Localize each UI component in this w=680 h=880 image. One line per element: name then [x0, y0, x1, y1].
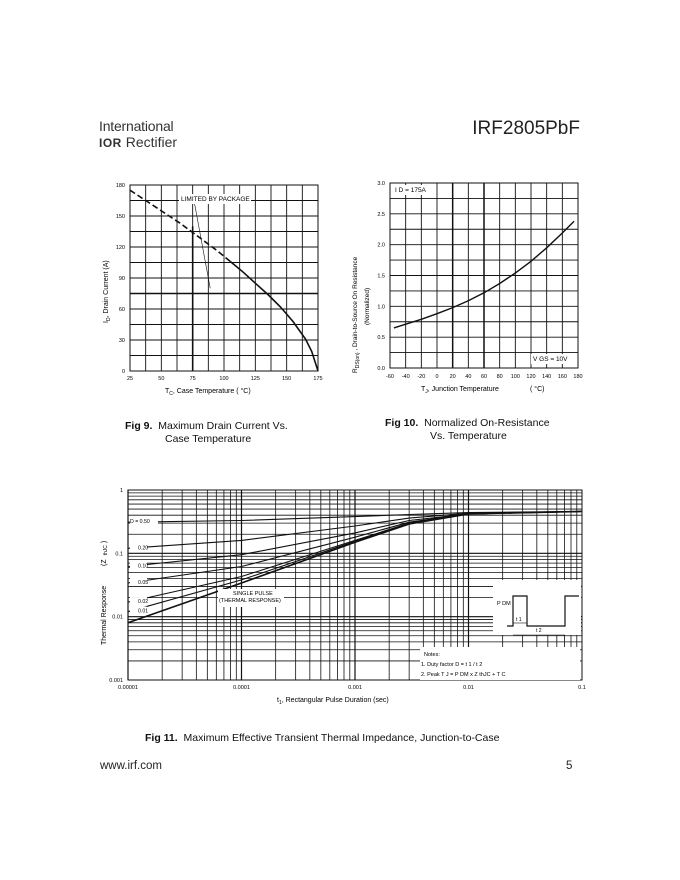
- fig11-ytick-label: 0.01: [112, 614, 123, 621]
- fig11-xtick-label: 0.00001: [118, 685, 138, 691]
- fig9-ylabel: $I_D$, Drain Current (A): [103, 260, 112, 323]
- fig9-xtick-label: 125: [250, 376, 260, 382]
- footer-url[interactable]: www.irf.com: [100, 760, 162, 772]
- company-logo-line2: [99, 134, 177, 150]
- fig10-ylabel: $R_{DS(on)}$ , Drain-to-Source On Resistance: [352, 256, 361, 373]
- fig10-ytick-label: 1.0: [377, 304, 385, 311]
- fig10-ytick-label: 0.5: [377, 335, 385, 342]
- company-logo-line1: International: [99, 118, 174, 134]
- fig9-annotation: LIMITED BY PACKAGE: [181, 196, 250, 203]
- fig11-ylabel-z: (ZthJC): [101, 540, 109, 566]
- fig10-ytick-label: 2.5: [377, 211, 385, 218]
- fig9-caption-text1: Maximum Drain Current Vs.: [158, 420, 288, 432]
- fig10-ytick-label: 2.0: [377, 242, 385, 249]
- fig9-xtick-label: 25: [126, 376, 134, 382]
- fig10-ytick-label: 1.5: [377, 273, 385, 280]
- pdm-label: P DM: [497, 601, 511, 607]
- fig11-duty-label: 0.01: [138, 608, 149, 615]
- fig10-vgs-annotation: V GS = 10V: [533, 356, 568, 363]
- fig9-ytick-label: 30: [118, 338, 125, 344]
- fig11-ytick-label: 0.1: [115, 551, 123, 558]
- fig9-xtick-label: 100: [219, 376, 229, 382]
- fig9-ytick-label: 150: [115, 214, 125, 220]
- fig10-xtick-label: 180: [573, 374, 583, 380]
- notes-item-2: 2. Peak T J = P DM x Z thJC + T C: [421, 672, 506, 678]
- fig10-caption-number: Fig 10.: [385, 417, 419, 429]
- fig10-xtick-label: 140: [542, 374, 552, 380]
- fig10-xtick-label: -60: [386, 374, 394, 380]
- fig10-ytick-label: 0.0: [377, 366, 385, 372]
- fig11-caption-number: Fig 11.: [145, 732, 178, 744]
- fig11-duty-label: 0.10: [138, 563, 149, 570]
- fig10-caption: [385, 417, 550, 443]
- single-pulse-label: SINGLE PULSE: [233, 591, 273, 597]
- notes-title: Notes:: [424, 652, 440, 658]
- fig10-id-annotation: I D = 175A: [395, 187, 426, 194]
- fig10-xlabel-unit: ( °C): [530, 386, 545, 393]
- fig10-xtick-label: 100: [510, 374, 520, 380]
- fig10-xtick-label: 0: [435, 374, 439, 380]
- ior-logo-mark: IOR: [99, 136, 122, 150]
- single-pulse-label-2: (THERMAL RESPONSE): [219, 598, 281, 604]
- fig9-ytick-label: 90: [118, 276, 125, 282]
- fig9-xtick-label: 75: [189, 376, 196, 382]
- fig10-xtick-label: 40: [465, 374, 472, 380]
- fig9-xtick-label: 50: [158, 376, 165, 382]
- fig11-ylabel: Thermal Response: [101, 585, 108, 645]
- fig9-xtick-label: 175: [313, 376, 323, 382]
- fig9-annotation-leader: [193, 193, 211, 288]
- fig11-xlabel: $t_1$, Rectangular Pulse Duration (sec): [277, 697, 389, 706]
- notes-item-1: 1. Duty factor D = t 1 / t 2: [421, 662, 483, 668]
- fig10-xtick-label: 80: [496, 374, 503, 380]
- fig9-caption: [125, 420, 288, 446]
- fig10-ytick-label: 3.0: [377, 181, 385, 187]
- fig11-ytick-label: 1: [119, 488, 123, 494]
- fig10-ylabel-line2: (Normalized): [364, 287, 371, 325]
- fig10-caption-text1: Normalized On-Resistance: [424, 417, 550, 429]
- fig11-duty-label: 0.20: [138, 545, 149, 552]
- fig10-chart: [345, 175, 590, 405]
- fig11-chart: [95, 480, 590, 710]
- part-number-title: IRF2805PbF: [472, 118, 580, 139]
- fig10-caption-text2: Vs. Temperature: [430, 430, 507, 442]
- fig10-xtick-label: 20: [449, 374, 456, 380]
- footer-page-number: 5: [566, 760, 573, 772]
- fig10-xtick-label: -20: [417, 374, 426, 380]
- fig9-xlabel: $T_C$, Case Temperature ( °C): [165, 388, 251, 397]
- fig11-xtick-label: 0.01: [463, 685, 474, 691]
- fig9-ytick-label: 120: [115, 245, 125, 251]
- fig11-xtick-label: 0.0001: [233, 685, 250, 691]
- fig11-xtick-label: 0.001: [348, 685, 362, 691]
- fig11-duty-label: D = 0.50: [130, 519, 150, 526]
- fig10-xtick-label: 120: [526, 374, 536, 380]
- t1-label: t 1: [516, 617, 522, 623]
- fig9-caption-text2: Case Temperature: [165, 433, 252, 445]
- fig10-xtick-label: 160: [557, 374, 567, 380]
- company-logo-rectifier: Rectifier: [125, 134, 178, 150]
- fig10-xtick-label: 60: [480, 374, 488, 380]
- fig11-duty-label: 0.02: [138, 599, 149, 606]
- fig11-caption-text: Maximum Effective Transient Thermal Impedance, Junction-to-Case: [183, 732, 500, 744]
- fig9-ytick-label: 60: [118, 307, 125, 313]
- fig10-xlabel: $T_J$, Junction Temperature: [421, 386, 499, 395]
- fig9-caption-number: Fig 9.: [125, 420, 153, 432]
- fig11-duty-label: 0.05: [138, 580, 149, 587]
- fig11-xtick-label: 0.1: [578, 685, 586, 691]
- pulse-diagram-box: [493, 580, 581, 635]
- fig9-ytick-label: 0: [121, 369, 125, 375]
- fig11-ytick-label: 0.001: [109, 678, 123, 684]
- fig9-chart: [95, 175, 335, 405]
- t2-label: t 2: [536, 628, 542, 634]
- fig9-ytick-label: 180: [115, 183, 125, 189]
- fig9-xtick-label: 150: [282, 376, 292, 382]
- fig10-xtick-label: -40: [401, 374, 410, 380]
- fig11-caption: [145, 732, 499, 745]
